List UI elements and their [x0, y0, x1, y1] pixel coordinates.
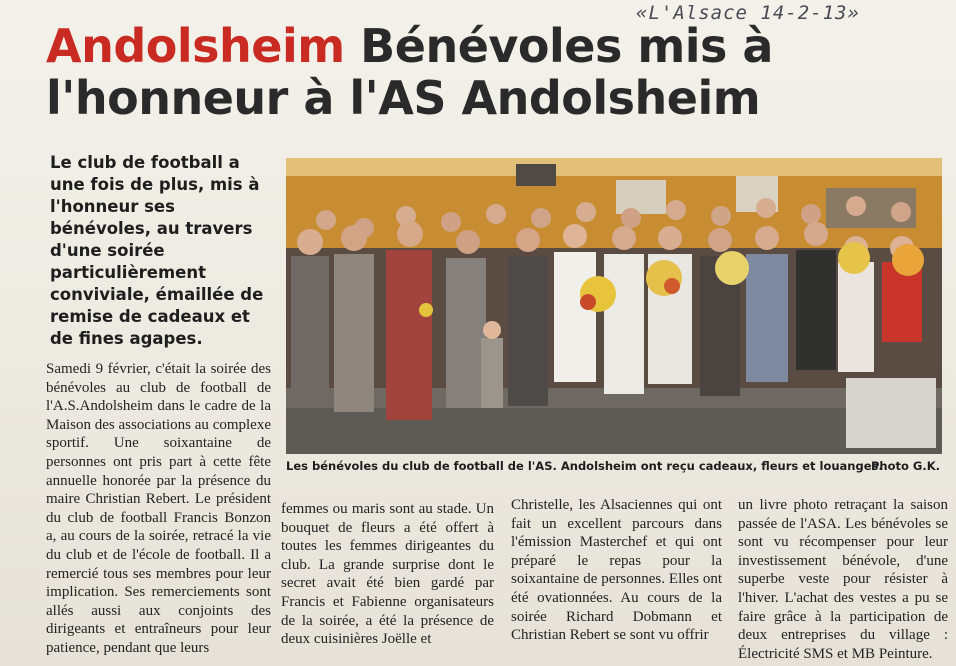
body-column-3: Christelle, les Alsaciennes qui ont fait un excellent parcours dans l'émission Masterchef et qui ont préparé le repas pour la soixantaine de personnes. Elles ont été ovationnées. Au cours de la soirée Richard Dobmann et Christian Rebert se sont vu offrir [511, 497, 722, 644]
handwritten-source-note: «L'Alsace 14-2-13» [636, 2, 860, 24]
body-column-1: Samedi 9 février, c'était la soirée des bénévoles au club de football de l'A.S.Andolsheim dans le cadre de la Maison des associations au complexe sportif. Une soixantaine de personnes ont pris part à cette fête annuelle honorée par la présence du maire Christian Rebert. Le président du club de football Francis Bonzon a, au cours de la soirée, retracé la vie du club et de l'école de football. Il a remercié tous ses membres pour leur implication. Ses remerciements sont allés aussi aux conjoints des dirigeants et entraîneurs pour leur patience, pendant que leurs [46, 361, 271, 656]
group-photo [286, 158, 942, 454]
photo-caption [286, 459, 942, 479]
body-column-4: un livre photo retraçant la saison passée de l'ASA. Les bénévoles se sont vu récompenser pour leur investissement bénévole, d'une superbe veste pour résister à l'hiver. L'achat des vestes a pu se faire grâce à la participation de deux entreprises du village : Électricité SMS et MB Peinture. [738, 497, 948, 662]
headline-title-part1: Bénévoles mis à [344, 19, 773, 73]
lede-paragraph: Le club de football a une fois de plus, mis à l'honneur ses bénévoles, au travers d'une soirée particulièrement conviviale, émaillée de remise de cadeaux et de fines agapes. [50, 153, 264, 348]
photo-caption-text: Les bénévoles du club de football de l'AS. Andolsheim ont reçu cadeaux, fleurs et louanges. [286, 459, 883, 473]
group-photo-illustration [286, 158, 942, 454]
headline-title-part2: l'honneur à l'AS Andolsheim [46, 71, 761, 125]
body-column-2: femmes ou maris sont au stade. Un bouquet de fleurs a été offert à toutes les femmes dirigeantes du club. La grande surprise dont le secret avait été bien gardé par Francis et Fabienne organisateurs de la soirée, a été la présence de deux cuisinières Joëlle et [281, 501, 494, 648]
photo-credit: Photo G.K. [870, 459, 940, 473]
headline-location: Andolsheim [46, 19, 345, 73]
headline [46, 20, 946, 124]
